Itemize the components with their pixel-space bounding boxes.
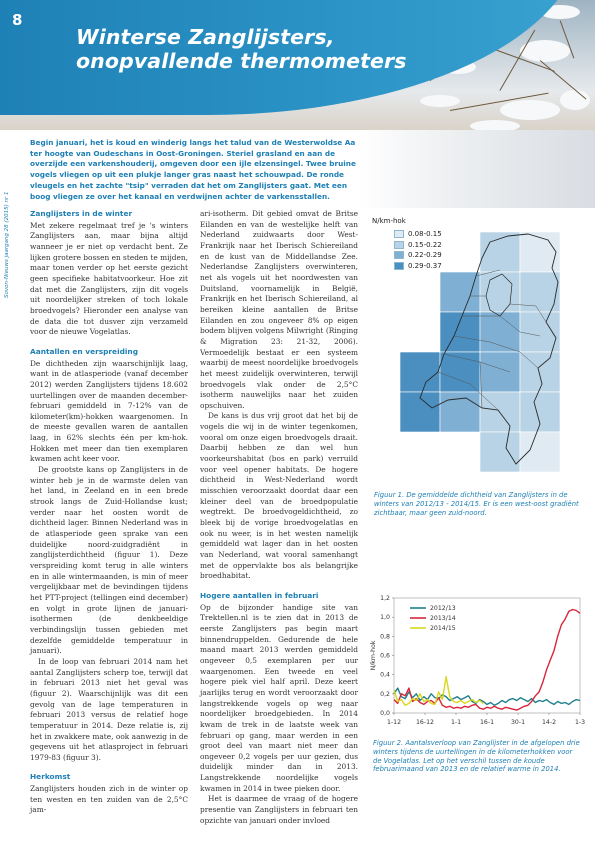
legend-label: 2013/14 <box>430 615 456 623</box>
section-heading: Hogere aantallen in februari <box>200 590 319 600</box>
snow-patch <box>420 95 460 107</box>
y-tick-label: 0,4 <box>380 671 390 679</box>
y-tick-label: 0,8 <box>380 633 390 641</box>
figure-2-caption: Figuur 2. Aantalsverloop van Zanglijster in de afgelopen drie winters tijdens de uurtellingen in de kilometerhokken voor de Vogelatlas. Let op het verschil tussen de koude februarimaand van 2013 en de relatief warme in 2014. <box>373 739 580 774</box>
legend-label: 2012/13 <box>430 605 456 613</box>
y-axis-label: N/km-hok <box>370 640 377 671</box>
article-title <box>76 25 407 73</box>
map-grid-cell <box>480 432 520 472</box>
x-tick-label: 1-3 <box>574 719 586 726</box>
map-grid-cell <box>440 392 480 432</box>
legend-item <box>394 250 442 261</box>
x-tick-label: 30-1 <box>510 719 526 726</box>
title-line-1: Winterse Zanglijsters, <box>76 25 335 49</box>
x-tick-label: 16-12 <box>416 719 434 726</box>
title-line-2: onopvallende thermometers <box>76 49 407 73</box>
page-number: 8 <box>12 11 23 29</box>
map-grid-cell <box>520 392 560 432</box>
paragraph: De dichtheden zijn waarschijnlijk laag, want in de atlasperiode (vanaf december 2012) werden Zanglijsters tijdens 18.602 uurtellingen over de maanden december-februari gemiddeld in 7-12% van de kilometer(km)-hokken waargenomen. In de meeste gevallen waren de aantallen laag, in 62% slechts één per km-hok. Hokken met meer dan tien exemplaren kwamen acht keer voor. <box>30 358 188 464</box>
map-grid-cell <box>480 352 520 392</box>
map-grid-cell <box>440 272 480 312</box>
intro-paragraph: Begin januari, het is koud en winderig langs het talud van de Westerwoldse Aa ter hoogte van Oudeschans in Oost-Groningen. Steriel grasland en aan de overzijde een varkenshouderij, omgeven door een ijle elzensingel. Twee bruine vogels vliegen op uit een plukje langer gras naast het schouwpad. De ronde vleugels en het zachte "tsip" verraden dat het om Zanglijsters gaat. Met een boog vliegen ze over het kanaal en verdwijnen achter de varkensstallen. <box>30 138 356 201</box>
map-grid-cell <box>520 272 560 312</box>
paragraph: Zanglijsters houden zich in de winter op ten westen en ten zuiden van de 2,5°C jam- <box>30 784 188 815</box>
legend-swatch <box>394 262 404 270</box>
x-tick-label: 16-1 <box>479 719 495 726</box>
legend-item <box>394 240 442 251</box>
paragraph: Het is daarmee de vraag of de hogere presentie van Zanglijsters in februari ten opzichte van januari onder invloed <box>200 794 358 825</box>
y-tick-label: 1,2 <box>380 595 390 602</box>
header <box>0 0 595 130</box>
snow-patch <box>470 120 520 130</box>
map-grid-cell <box>480 272 520 312</box>
paragraph: De kans is dus vrij groot dat het bij de vogels die wij in de winter tegenkomen, vooral om onze eigen broedvogels draait. Daarbij hebben ze dan wel hun voorkeurshabitat (bos en park) verruild voor veel opener habitats. De hogere dichtheid in West-Nederland wordt misschien veroorzaakt doordat daar een kleiner deel van de broedpopulatie wegtrekt. De broedvogeldichtheid, zo bleek bij de vorige broedvogelatlas en ook nu weer, is in het westen namelijk gemiddeld wat lager dan in het oosten van Nederland, wat vooral samenhangt met de oppervlakte bos als belangrijke broedhabitat. <box>200 411 358 581</box>
snow-patch <box>560 90 590 110</box>
figure-1-caption: Figuur 1. De gemiddelde dichtheid van Zanglijsters in de winters van 2012/13 - 2014/15. Er is een west-oost gradiënt zichtbaar, maar geen zuid-noord. <box>374 491 579 517</box>
map-grid-cell <box>400 352 440 392</box>
legend-item <box>394 261 442 272</box>
section-heading: Aantallen en verspreiding <box>30 346 138 356</box>
map-grid-cell <box>440 312 480 352</box>
paragraph: In de loop van februari 2014 nam het aantal Zanglijsters scherp toe, terwijl dat in februari 2013 niet het geval was (figuur 2). Waarschijnlijk was dit een gevolg van de lage temperaturen in februari 2013 versus de relatief hoge temperatuur in 2014. Deze relatie is, zij het in zwakkere mate, ook aanwezig in de gegevens uit het atlasproject in februari 1979-83 (figuur 3). <box>30 656 188 762</box>
journal-reference: Sovon-Nieuws jaargang 28 (2015) nr 1 <box>4 191 10 298</box>
y-tick-label: 0,2 <box>380 690 390 698</box>
legend-item <box>394 229 442 240</box>
legend-label: 0.08-0.15 <box>408 230 442 239</box>
legend-label: 0.22-0.29 <box>408 251 442 260</box>
section-heading: Zanglijsters in de winter <box>30 209 133 218</box>
x-tick-label: 1-12 <box>386 719 402 726</box>
body-column-1 <box>30 209 188 816</box>
legend-swatch <box>394 251 404 259</box>
line-chart <box>366 590 588 734</box>
legend-swatch <box>394 241 404 249</box>
paragraph: De grootste kans op Zanglijsters in de winter heb je in de warmste delen van het land, in Zeeland en in een brede strook langs de Zuid-Hollandse kust; verder naar het oosten wordt de dichtheid lager. Binnen Nederland was in de atlasperiode geen sprake van een duidelijke noord-zuidgradiënt in zanglijsterdichtheid (figuur 1). Deze verspreiding komt terug in alle winters en in alle wintermaanden, is min of meer vergelijkbaar met de bevindingen tijdens het PTT-project (tellingen eind december) en volgt in grote lijnen de januari-isothermen (de denkbeeldige verbindingslijn tussen gebieden met dezelfde gemiddelde temperatuur in januari). <box>30 465 188 656</box>
y-tick-label: 1,0 <box>380 614 390 622</box>
section-heading: Herkomst <box>30 772 71 782</box>
map-grid-cell <box>440 352 480 392</box>
paragraph: ari-isotherm. Dit gebied omvat de Britse Eilanden en van de westelijke helft van Nederland zuidwaarts door West-Frankrijk naar het Iberisch Schiereiland en de kust van de Middellandse Zee. Nederlandse Zanglijsters overwinteren, net als vogels uit het noordwesten van Duitsland, voornamelijk in België, Frankrijk en het Iberisch Schiereiland, al bereiken kleine aantallen de Britse Eilanden en zou ongeveer 8% op eigen bodem blijven volgens Milwright (Ringing & Migration 23: 21-32, 2006). Vermoedelijk bestaat er een systeem waarbij de meest noordelijke broedvogels het meest zuidelijk overwinteren, terwijl broedvogels vlak onder de 2,5°C isotherm nauwelijks naar het zuiden opschuiven. <box>200 209 358 410</box>
snow-patch <box>500 100 560 120</box>
map-legend <box>394 229 442 271</box>
legend-swatch <box>394 230 404 238</box>
legend-label: 0.29-0.37 <box>408 261 442 270</box>
map-grid-cell <box>520 432 560 472</box>
body-column-2 <box>200 209 358 826</box>
x-tick-label: 14-2 <box>541 719 557 726</box>
y-tick-label: 0,0 <box>380 710 390 717</box>
legend-label: 0.15-0.22 <box>408 240 442 249</box>
legend-label: 2014/15 <box>430 625 456 633</box>
paragraph: Met zekere regelmaat tref je 's winters Zanglijsters aan, maar bijna altijd wanneer je er niet op verdacht bent. Ze lijken grotere bossen en steden te mijden, maar tonen verder op het eerste gezicht geen specifieke habitatvoorkeur. Hoe zit dat met die Zanglijsters, zijn dit vogels uit noordelijker streken of toch lokale broedvogels? Hieronder een analyse van de data die tot dusver zijn verzameld voor de nieuwe Vogelatlas. <box>30 220 188 337</box>
map-grid-cell <box>520 352 560 392</box>
paragraph: Op de bijzonder handige site van Trektellen.nl is te zien dat in 2013 de eerste Zanglijsters pas begin maart binnendruppelden. Gedurende de hele maand maart 2013 werden gemiddeld ongeveer 0,5 exemplaren per uur waargenomen. Een tweede en veel hogere piek viel half april. Deze keert jaarlijks terug en wordt veroorzaakt door langstrekkende vogels op weg naar noordelijker broedgebieden. In 2014 kwam de trek in de laatste week van februari op gang, maar werden in een groot deel van maart niet meer dan ongeveer 0,2 vogels per uur gezien, dus duidelijk minder dan in 2013. Langstrekkende noordelijke vogels kwamen in 2014 in twee pieken door. <box>200 602 358 793</box>
y-tick-label: 0,6 <box>380 652 390 660</box>
x-tick-label: 1-1 <box>450 719 462 726</box>
map-legend-title: N/km-hok <box>372 217 406 225</box>
map-grid-cell <box>480 232 520 272</box>
map-grid-cell <box>480 312 520 352</box>
